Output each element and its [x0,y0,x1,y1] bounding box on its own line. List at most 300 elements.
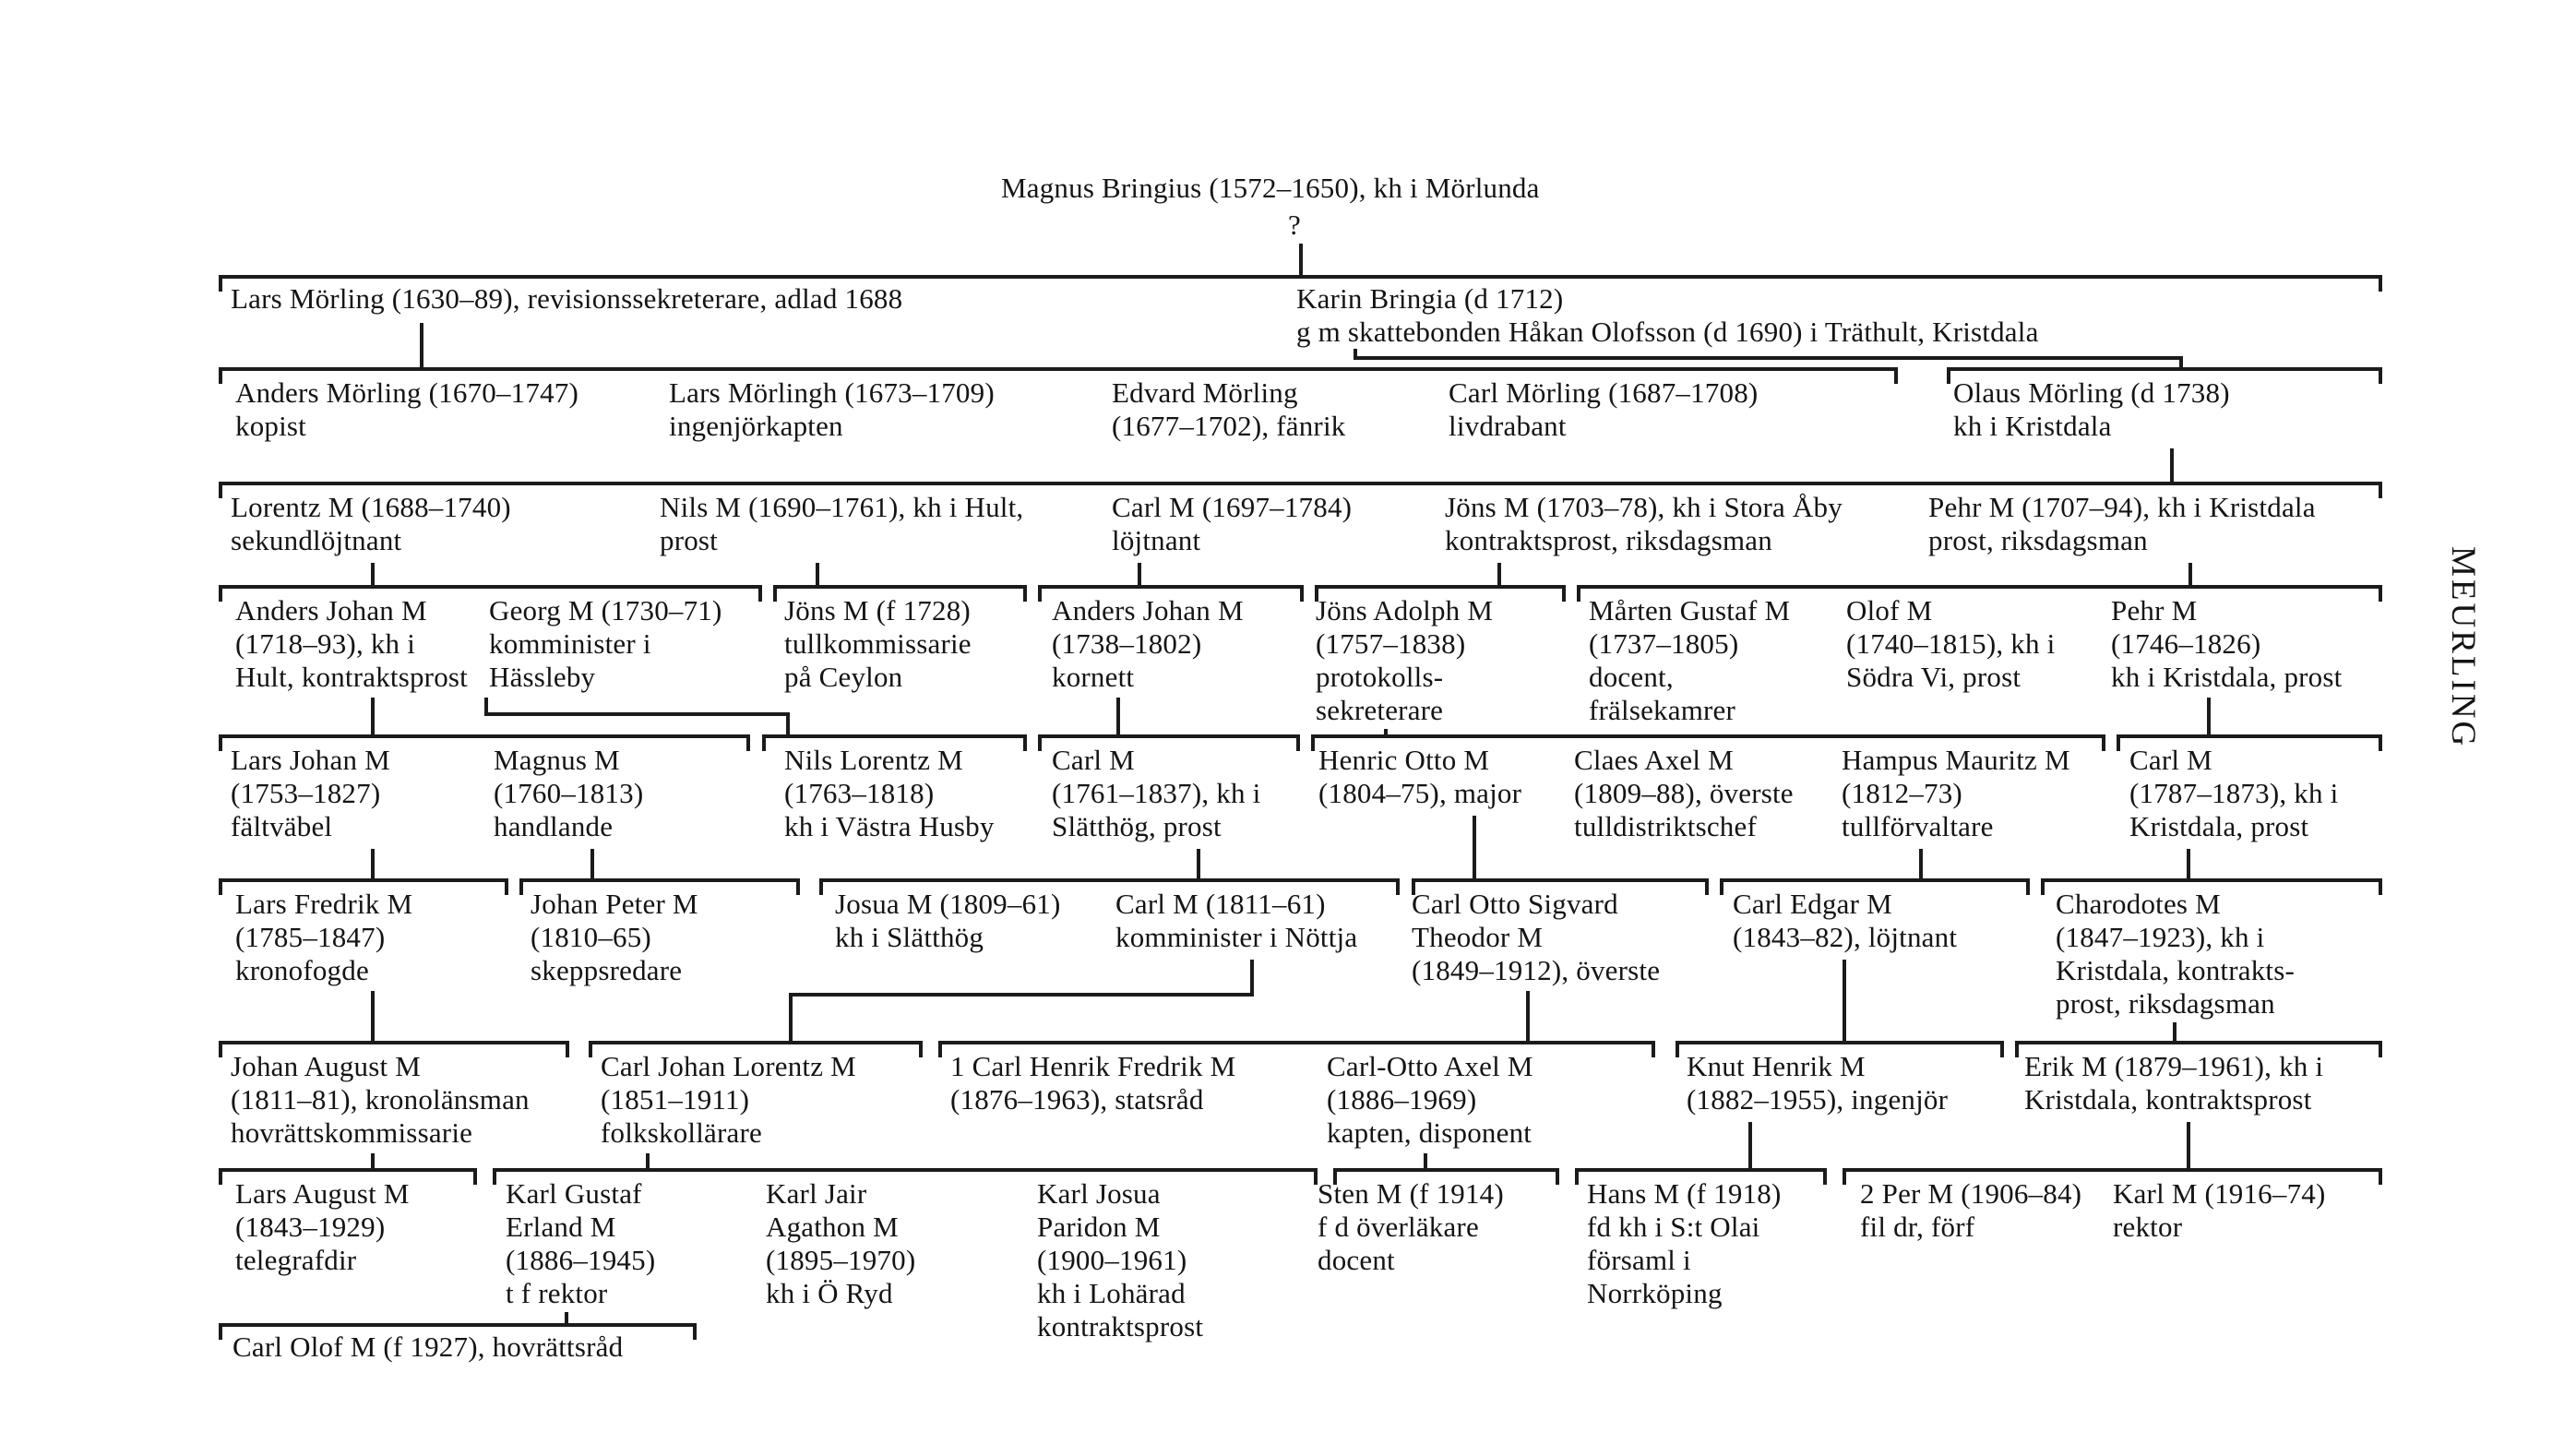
person-text-line: hovrättskommissarie [231,1116,473,1149]
person-text-line: kornett [1052,661,1135,693]
person-josua-m [835,888,1061,954]
sibling-bracket-line [1311,734,2105,738]
bracket-end-tick [1023,585,1027,602]
sibling-bracket-line [762,734,1027,738]
connector-drop-line [1497,563,1501,589]
sibling-bracket-line [1577,585,2382,589]
person-text-line: Erland M [506,1211,616,1243]
person-text-line: löjtnant [1112,524,1201,556]
person-karl-m-1916 [2113,1177,2326,1244]
person-text-line: Carl M [2129,744,2212,776]
person-text-line: komminister i [489,627,651,660]
person-text-line: (1895–1970) [766,1244,916,1276]
person-text-line: (1761–1837), kh i [1052,777,1261,809]
person-text-line: Johan Peter M [531,888,698,920]
connector-drop-line [786,712,790,738]
person-text-line: kopist [235,410,306,442]
person-text-line: (1886–1969) [1327,1083,1477,1116]
person-text-line: Kristdala, kontrakts- [2056,954,2296,986]
bracket-end-tick [2379,1041,2382,1057]
person-text-line: Henric Otto M [1318,744,1490,776]
person-text-line: (1740–1815), kh i [1846,627,2056,660]
person-text-line: Carl Johan Lorentz M [601,1050,856,1082]
person-henric-otto-m [1318,744,1521,810]
person-text-line: (1812–73) [1842,777,1962,809]
person-jons-m-1728 [784,594,972,694]
bracket-end-tick [219,585,222,602]
person-text-line: på Ceylon [784,661,903,693]
person-text-line: Karl Gustaf [506,1177,642,1210]
bracket-end-tick [1575,1168,1579,1185]
person-text-line: Lars Johan M [231,744,390,776]
person-text-line: Carl Olof M (f 1927), hovrättsråd [233,1331,624,1363]
bracket-end-tick [473,1168,477,1185]
connector-drop-line [420,323,423,371]
person-text-line: g m skattebonden Håkan Olofsson (d 1690) i Träthult, Kristdala [1296,316,2039,348]
person-text-line: Erik M (1879–1961), kh i [2024,1050,2324,1082]
person-carl-m-1761 [1052,744,1260,843]
person-text-line: Lars Fredrik M [235,888,413,920]
person-olaus-morling [1953,376,2230,443]
bracket-end-tick [1038,734,1042,751]
bracket-end-tick [819,878,823,895]
person-carl-edgar-m [1733,888,1957,954]
person-text-line: Carl M (1811–61) [1115,888,1326,920]
sibling-bracket-line [2117,734,2382,738]
connector-drop-line [1843,960,1846,1044]
connector-drop-line [590,849,594,882]
person-text-line: (1851–1911) [601,1083,750,1116]
person-text-line: Olaus Mörling (d 1738) [1953,376,2230,409]
person-text-line: Anders Johan M [235,594,427,627]
person-text-line: (1876–1963), statsråd [950,1083,1204,1116]
person-johan-peter-m [531,888,698,987]
person-unknown-partner [1288,209,1301,242]
person-text-line: (1900–1961) [1037,1244,1187,1276]
bracket-end-tick [2379,367,2382,384]
person-carl-johan-lorentz-m [601,1050,856,1150]
person-text-line: sekreterare [1316,694,1444,726]
person-text-line: tullkommissarie [784,627,972,660]
person-text-line: prost, riksdagsman [1928,524,2148,556]
bracket-end-tick [1676,1041,1679,1057]
sibling-bracket-line [1333,1168,1559,1172]
person-text-line: Theodor M [1412,921,1544,953]
bracket-end-tick [1296,734,1300,751]
person-text-line: Hampus Mauritz M [1842,744,2070,776]
person-text-line: folkskollärare [601,1116,762,1149]
person-text-line: Nils Lorentz M [784,744,963,776]
bracket-end-tick [2102,734,2105,751]
connector-drop-line [2179,356,2183,371]
bracket-end-tick [219,367,222,384]
person-marten-gustaf-m [1589,594,1790,727]
sibling-bracket-line [589,1041,923,1044]
person-text-line: kh i Lohärad [1037,1277,1186,1309]
connector-line [484,712,786,716]
person-text-line: Norrköping [1587,1277,1723,1309]
bracket-end-tick [1396,878,1400,895]
bracket-end-tick [2379,585,2382,602]
person-text-line: (1737–1805) [1589,627,1739,660]
sibling-bracket-line [493,1168,1318,1172]
person-text-line: Knut Henrik M [1687,1050,1866,1082]
person-text-line: frälsekamrer [1589,694,1736,726]
bracket-end-tick [1720,878,1723,895]
bracket-end-tick [1823,1168,1827,1185]
person-carl-morling [1449,376,1758,443]
sibling-bracket-line [219,1323,697,1327]
person-text-line: Hans M (f 1918) [1587,1177,1782,1210]
person-text-line: skeppsredare [531,954,683,986]
connector-drop-line [1424,1153,1427,1172]
sibling-bracket-line [219,1168,477,1172]
bracket-end-tick [2000,1041,2004,1057]
person-text-line: 2 Per M (1906–84) [1860,1177,2082,1210]
person-text-line: kh i Kristdala, prost [2111,661,2343,693]
person-magnus-bringius [1001,172,1540,205]
person-text-line: (1757–1838) [1316,627,1466,660]
connector-drop-line [2173,1022,2176,1044]
connector-line [789,993,1250,996]
connector-drop-line [484,698,488,716]
person-text-line: Anders Mörling (1670–1747) [235,376,578,409]
bracket-end-tick [1038,585,1042,602]
connector-drop-line [1299,244,1303,279]
connector-drop-line [789,993,793,1044]
person-text-line: protokolls- [1316,661,1444,693]
person-text-line: fil dr, förf [1860,1211,1975,1243]
person-text-line: tulldistriktschef [1574,810,1757,842]
connector-drop-line [1748,1122,1752,1172]
person-johan-august-m [231,1050,530,1150]
person-text-line: docent [1318,1244,1395,1276]
person-text-line: Södra Vi, prost [1846,661,2021,693]
person-jons-adolph-m [1316,594,1493,727]
person-text-line: livdrabant [1449,410,1567,442]
person-text-line: Agathon M [766,1211,899,1243]
person-sten-m [1318,1177,1504,1277]
person-text-line: handlande [494,810,614,842]
person-lars-morlingh [669,376,995,443]
person-text-line: Carl M (1697–1784) [1112,491,1353,523]
bracket-end-tick [1556,1168,1559,1185]
person-text-line: kontraktsprost [1037,1310,1204,1343]
person-lars-fredrik-m [235,888,412,987]
person-text-line: (1849–1912), överste [1412,954,1661,986]
person-text-line: kontraktsprost, riksdagsman [1445,524,1772,556]
person-karl-gustaf-erland-m [506,1177,655,1310]
person-text-line: Lars Mörling (1630–89), revisionssekreterare, adlad 1688 [231,282,903,315]
bracket-end-tick [219,482,222,498]
person-text-line: Carl M [1052,744,1135,776]
sibling-bracket-line [1315,585,1566,589]
connector-drop-line [371,563,375,589]
sibling-bracket-line [219,367,1898,371]
sibling-bracket-line [938,1041,1655,1044]
bracket-end-tick [762,734,766,751]
person-text-line: Lars August M [235,1177,410,1210]
person-text-line: (1746–1826) [2111,627,2261,660]
bracket-end-tick [1577,585,1580,602]
connector-drop-line [1526,991,1530,1044]
person-anders-johan-m-1738 [1052,594,1244,694]
person-text-line: (1804–75), major [1318,777,1522,809]
sibling-bracket-line [219,1041,569,1044]
person-text-line: t f rektor [506,1277,608,1309]
connector-drop-line [1116,698,1120,738]
person-text-line: (1810–65) [531,921,651,953]
person-text-line: Jöns Adolph M [1316,594,1494,627]
person-text-line: (1847–1923), kh i [2056,921,2265,953]
person-text-line: fältväbel [231,810,333,842]
person-text-line: tullförvaltare [1842,810,1994,842]
person-claes-axel-m [1574,744,1794,843]
person-hans-m [1587,1177,1782,1310]
person-text-line: ? [1288,209,1301,241]
family-name-vertical-label: MEURLING [2444,546,2482,749]
person-erik-m [2024,1050,2323,1116]
bracket-end-tick [693,1323,697,1340]
person-text-line: sekundlöjtnant [231,524,402,556]
bracket-end-tick [219,1168,222,1185]
person-karl-josua-paridon-m [1037,1177,1203,1343]
person-carl-olof-m [233,1331,623,1364]
person-knut-henrik-m [1687,1050,1948,1116]
person-text-line: (1760–1813) [494,777,644,809]
person-hampus-mauritz-m [1842,744,2070,843]
person-text-line: Georg M (1730–71) [489,594,722,627]
person-carl-otto-axel-m [1327,1050,1533,1150]
person-olof-m [1846,594,2055,694]
person-text-line: församl i [1587,1244,1691,1276]
person-text-line: Carl Otto Sigvard [1412,888,1618,920]
person-text-line: Hässleby [489,661,596,693]
person-text-line: prost, riksdagsman [2056,987,2275,1020]
person-text-line: Carl-Otto Axel M [1327,1050,1533,1082]
person-text-line: fd kh i S:t Olai [1587,1211,1760,1243]
person-anders-morling [235,376,578,443]
connector-drop-line [565,1312,568,1327]
sibling-bracket-line [219,734,750,738]
person-text-line: (1763–1818) [784,777,935,809]
connector-drop-line [1138,563,1141,589]
person-lorentz-m [231,491,511,557]
bracket-end-tick [2379,878,2382,895]
connector-drop-line [2207,698,2211,738]
person-text-line: kapten, disponent [1327,1116,1532,1149]
person-lars-morling [231,282,902,316]
person-text-line: kh i Ö Ryd [766,1277,893,1309]
person-nils-lorentz-m [784,744,995,843]
person-text-line: Pehr M (1707–94), kh i Kristdala [1928,491,2316,523]
person-text-line: rektor [2113,1211,2183,1243]
person-anders-johan-m-1718 [235,594,468,694]
person-text-line: Lars Mörlingh (1673–1709) [669,376,995,409]
person-text-line: prost [660,524,718,556]
connector-drop-line [371,1153,375,1172]
person-carl-m-1811 [1115,888,1357,954]
person-text-line: Edvard Mörling [1112,376,1298,409]
sibling-bracket-line [2041,878,2382,882]
person-text-line: Kristdala, kontraktsprost [2024,1083,2312,1116]
person-edvard-morling [1112,376,1345,443]
person-carl-m-1697 [1112,491,1352,557]
person-text-line: Kristdala, prost [2129,810,2309,842]
person-text-line: ingenjörkapten [669,410,843,442]
person-text-line: (1843–82), löjtnant [1733,921,1958,953]
person-text-line: (1677–1702), fänrik [1112,410,1346,442]
person-text-line: Pehr M [2111,594,2198,627]
person-text-line: Nils M (1690–1761), kh i Hult, [660,491,1024,523]
person-karin-bringia [1296,282,2039,349]
person-pehr-m-1746 [2111,594,2342,694]
person-text-line: Claes Axel M [1574,744,1734,776]
person-lars-johan-m [231,744,390,843]
bracket-end-tick [796,878,800,895]
person-text-line: Johan August M [231,1050,422,1082]
person-text-line: (1718–93), kh i [235,627,416,660]
connector-drop-line [1354,349,1357,360]
bracket-end-tick [219,734,222,751]
connector-drop-line [816,563,819,589]
person-text-line: (1886–1945) [506,1244,656,1276]
person-text-line: (1785–1847) [235,921,386,953]
connector-drop-line [1473,816,1476,882]
person-text-line: Karin Bringia (d 1712) [1296,282,1564,315]
sibling-bracket-line [1843,1168,2382,1172]
bracket-end-tick [2117,734,2120,751]
person-karl-jair-agathon-m [766,1177,915,1310]
person-text-line: kronofogde [235,954,369,986]
person-charodotes-m [2056,888,2295,1020]
sibling-bracket-line [519,878,800,882]
person-text-line: komminister i Nöttja [1115,921,1358,953]
connector-drop-line [1250,960,1254,996]
person-magnus-m-1760 [494,744,643,843]
person-text-line: kh i Västra Husby [784,810,995,842]
person-text-line: Olof M [1846,594,1933,627]
person-carl-m-1787 [2129,744,2338,843]
bracket-end-tick [219,275,222,292]
sibling-bracket-line [1575,1168,1827,1172]
sibling-bracket-line [219,585,762,589]
person-carl-henrik-fredrik-m [950,1050,1235,1116]
sibling-bracket-line [819,878,1400,882]
bracket-end-tick [1311,734,1315,751]
person-text-line: Charodotes M [2056,888,2221,920]
connector-drop-line [2170,448,2174,485]
bracket-end-tick [2379,482,2382,498]
bracket-end-tick [566,1041,569,1057]
person-text-line: Sten M (f 1914) [1318,1177,1504,1210]
person-text-line: (1882–1955), ingenjör [1687,1083,1949,1116]
person-text-line: (1809–88), överste [1574,777,1794,809]
person-text-line: Mårten Gustaf M [1589,594,1791,627]
bracket-end-tick [746,734,750,751]
bracket-end-tick [1894,367,1898,384]
bracket-end-tick [773,585,777,602]
person-text-line: Hult, kontraktsprost [235,661,468,693]
person-text-line: Karl M (1916–74) [2113,1177,2326,1210]
bracket-end-tick [493,1168,496,1185]
bracket-end-tick [1843,1168,1846,1185]
person-text-line: f d överläkare [1318,1211,1479,1243]
connector-drop-line [371,698,375,738]
person-text-line: Jöns M (f 1728) [784,594,971,627]
bracket-end-tick [1300,585,1304,602]
person-text-line: Anders Johan M [1052,594,1244,627]
bracket-end-tick [1705,878,1709,895]
connector-drop-line [1197,849,1200,882]
person-text-line: Slätthög, prost [1052,810,1222,842]
bracket-end-tick [519,878,523,895]
person-text-line: (1787–1873), kh i [2129,777,2339,809]
person-text-line: (1843–1929) [235,1211,386,1243]
person-text-line: Magnus Bringius (1572–1650), kh i Mörlunda [1001,172,1540,204]
person-text-line: telegrafdir [235,1244,357,1276]
bracket-end-tick [589,1041,592,1057]
person-jons-m-1703 [1445,491,1843,557]
bracket-end-tick [919,1041,923,1057]
connector-drop-line [2187,1122,2190,1172]
bracket-end-tick [2379,1168,2382,1185]
person-per-m [1860,1177,2081,1244]
person-text-line: (1753–1827) [231,777,381,809]
person-text-line: Carl Mörling (1687–1708) [1449,376,1759,409]
person-carl-otto-sigvard-theodor-m [1412,888,1660,987]
person-georg-m [489,594,722,694]
connector-drop-line [1384,729,1388,738]
connector-line [1354,356,2179,360]
bracket-end-tick [2379,734,2382,751]
person-text-line: 1 Carl Henrik Fredrik M [950,1050,1236,1082]
person-pehr-m-1707 [1928,491,2316,557]
person-text-line: kh i Kristdala [1953,410,2112,442]
person-text-line: Carl Edgar M [1733,888,1892,920]
bracket-end-tick [2026,878,2030,895]
bracket-end-tick [1562,585,1566,602]
person-text-line: Josua M (1809–61) [835,888,1061,920]
bracket-end-tick [2041,878,2045,895]
connector-drop-line [2188,563,2192,589]
bracket-end-tick [505,878,508,895]
sibling-bracket-line [1412,878,1709,882]
person-text-line: Paridon M [1037,1211,1161,1243]
connector-drop-line [1919,849,1923,882]
bracket-end-tick [938,1041,942,1057]
person-text-line: Magnus M [494,744,620,776]
bracket-end-tick [2379,275,2382,292]
sibling-bracket-line [1947,367,2382,371]
bracket-end-tick [1023,734,1027,751]
sibling-bracket-line [1720,878,2030,882]
person-lars-august-m [235,1177,410,1277]
sibling-bracket-line [773,585,1027,589]
bracket-end-tick [758,585,762,602]
person-text-line: (1738–1802) [1052,627,1202,660]
sibling-bracket-line [2015,1041,2382,1044]
person-text-line: (1811–81), kronolänsman [231,1083,530,1116]
sibling-bracket-line [1038,585,1304,589]
connector-drop-line [371,991,375,1044]
person-text-line: Karl Josua [1037,1177,1161,1210]
connector-drop-line [646,1153,650,1172]
person-text-line: Karl Jair [766,1177,867,1210]
person-text-line: kh i Slätthög [835,921,984,953]
bracket-end-tick [219,1041,222,1057]
bracket-end-tick [219,878,222,895]
